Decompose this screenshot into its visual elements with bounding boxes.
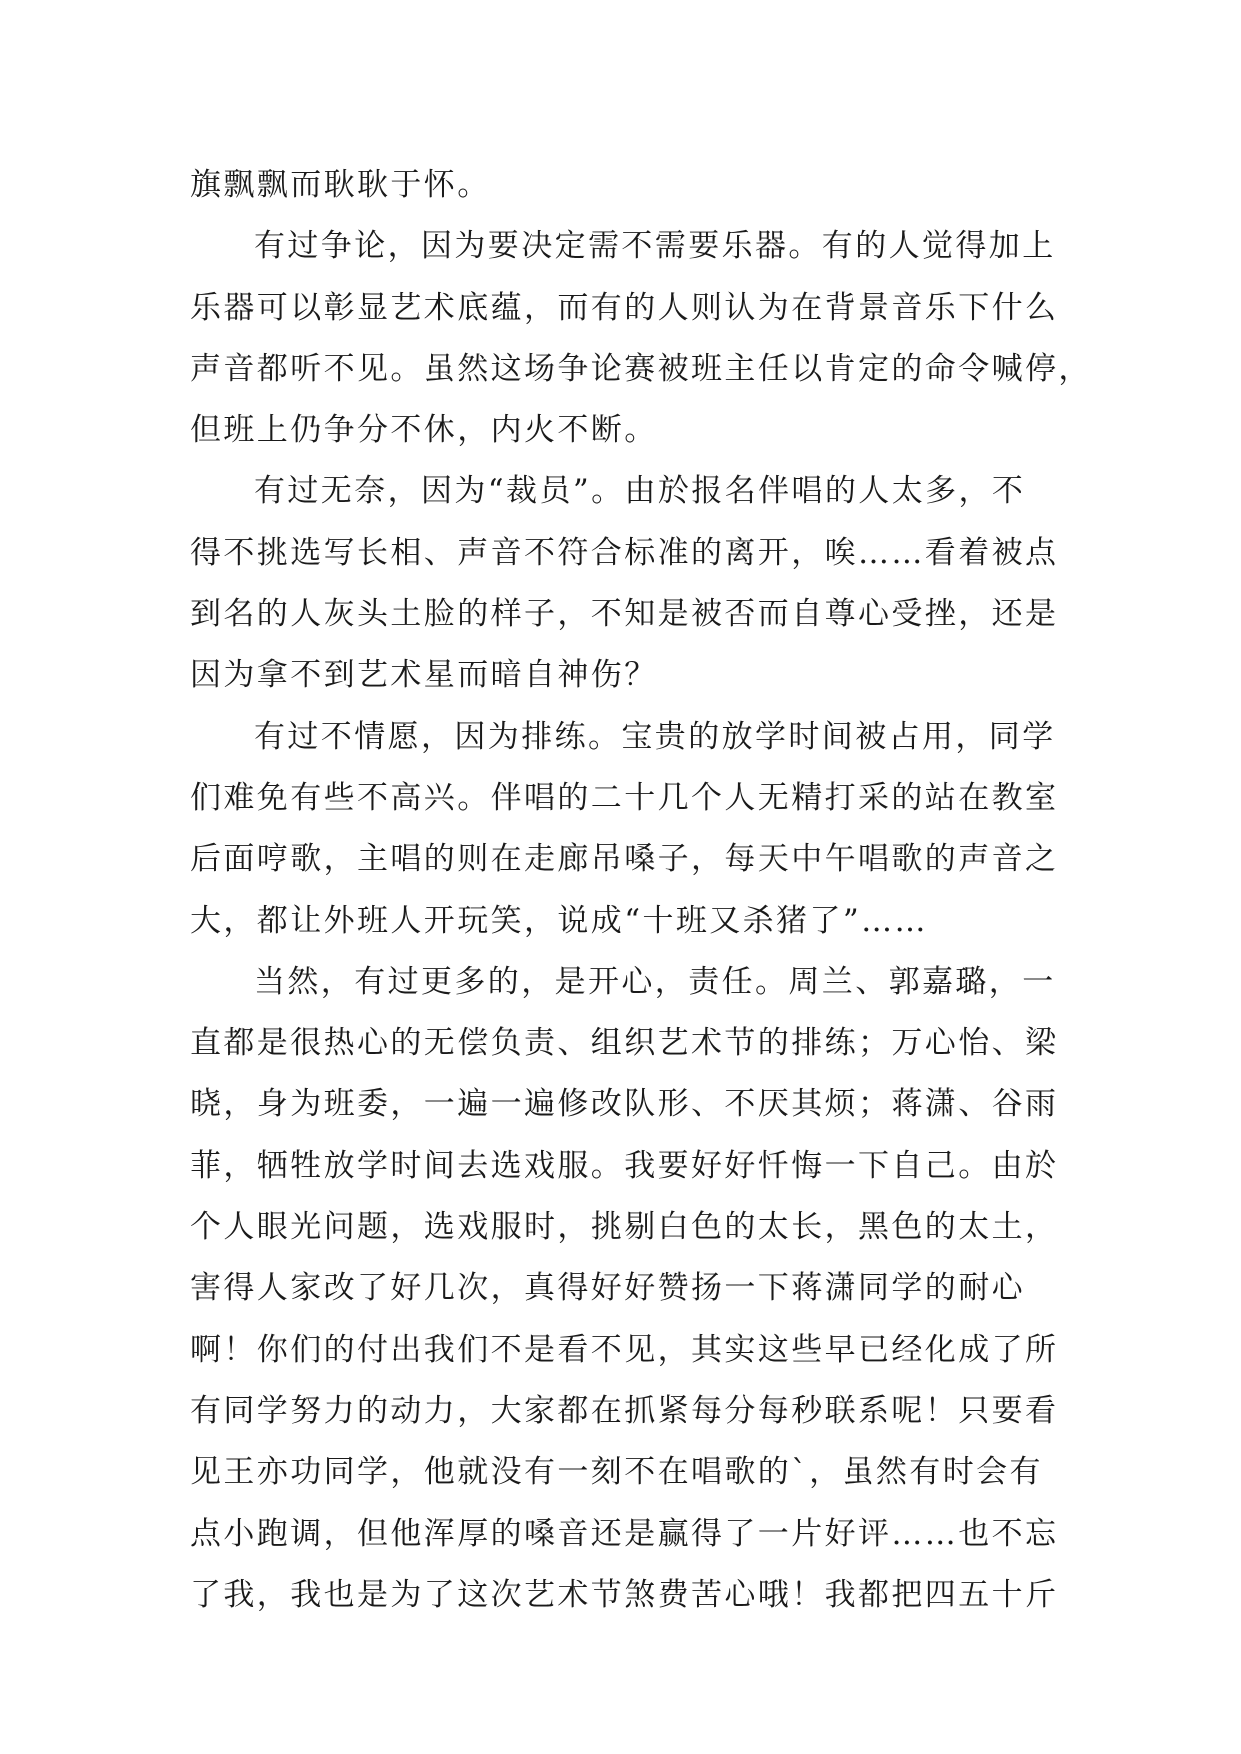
text-line: 乐器可以彰显艺术底蕴，而有的人则认为在背景音乐下什么 xyxy=(190,289,1059,326)
text-line: 得不挑选写长相、声音不符合标准的离开，唉……看着被点 xyxy=(190,534,1059,571)
text-line: 点小跑调，但他浑厚的嗓音还是赢得了一片好评……也不忘 xyxy=(190,1515,1059,1552)
text-line: 到名的人灰头土脸的样子，不知是被否而自尊心受挫，还是 xyxy=(190,596,1059,633)
paragraph-first-line: 有过不情愿，因为排练。宝贵的放学时间被占用，同学 xyxy=(254,718,1056,755)
text-line: 因为拿不到艺术星而暗自神伤？ xyxy=(190,657,658,694)
text-line: 直都是很热心的无偿负责、组织艺术节的排练；万心怡、梁 xyxy=(190,1025,1059,1062)
text-line: 了我，我也是为了这次艺术节煞费苦心哦！我都把四五十斤 xyxy=(190,1576,1059,1613)
text-line: 菲，牺牲放学时间去选戏服。我要好好忏悔一下自己。由於 xyxy=(190,1147,1059,1184)
text-line: 们难免有些不高兴。伴唱的二十几个人无精打采的站在教室 xyxy=(190,779,1059,816)
text-line: 旗飘飘而耿耿于怀。 xyxy=(190,167,491,203)
text-line: 大，都让外班人开玩笑，说成“十班又杀猪了”…… xyxy=(190,902,928,939)
text-line: 见王亦功同学，他就没有一刻不在唱歌的`，虽然有时会有 xyxy=(190,1454,1043,1491)
text-line: 后面哼歌，主唱的则在走廊吊嗓子，每天中午唱歌的声音之 xyxy=(190,841,1059,878)
text-line: 但班上仍争分不休，内火不断。 xyxy=(190,412,658,449)
text-line: 声音都听不见。虽然这场争论赛被班主任以肯定的命令喊停， xyxy=(190,350,1092,387)
text-line: 啊！你们的付出我们不是看不见，其实这些早已经化成了所 xyxy=(190,1331,1059,1368)
paragraph-first-line: 有过争论，因为要决定需不需要乐器。有的人觉得加上 xyxy=(254,228,1056,265)
paragraph-first-line: 当然，有过更多的，是开心，责任。周兰、郭嘉璐，一 xyxy=(254,963,1056,1000)
text-line: 晓，身为班委，一遍一遍修改队形、不厌其烦；蒋潇、谷雨 xyxy=(190,1086,1059,1123)
document-body xyxy=(190,155,1092,1626)
paragraph-first-line: 有过无奈，因为“裁员”。由於报名伴唱的人太多，不 xyxy=(254,473,1026,510)
text-line: 有同学努力的动力，大家都在抓紧每分每秒联系呢！只要看 xyxy=(190,1392,1059,1429)
text-line: 害得人家改了好几次，真得好好赞扬一下蒋潇同学的耐心 xyxy=(190,1270,1025,1307)
text-line: 个人眼光问题，选戏服时，挑剔白色的太长，黑色的太土， xyxy=(190,1209,1059,1246)
